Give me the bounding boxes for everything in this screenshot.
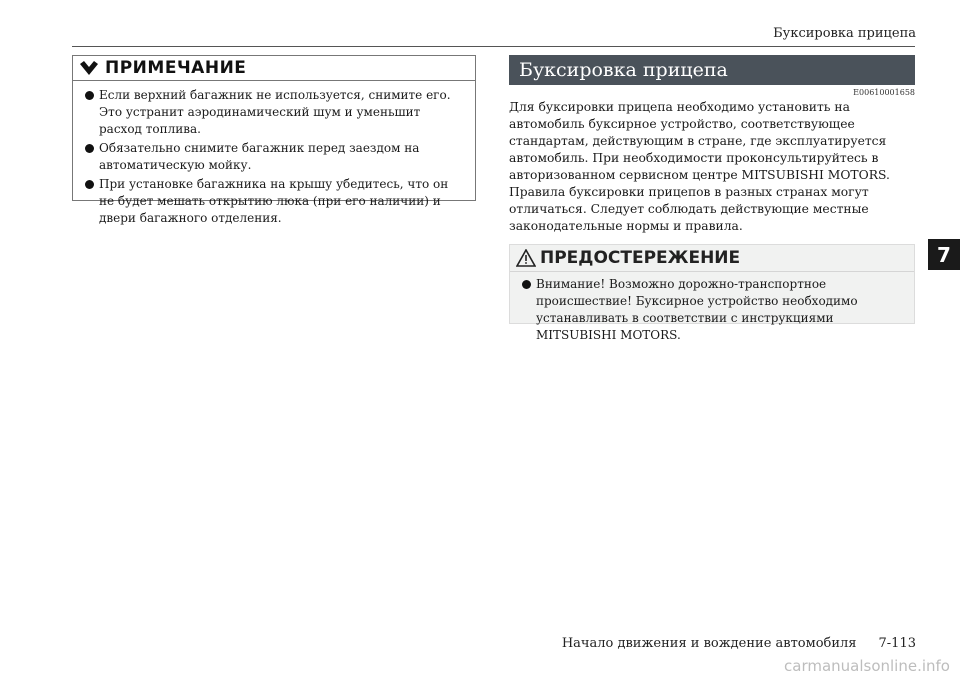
section-code: E00610001658: [853, 88, 915, 97]
note-item: [85, 176, 467, 227]
page-header-title: Буксировка прицепа: [773, 26, 916, 41]
note-box: [72, 55, 476, 225]
footer-section: Начало движения и вождение автомобиля: [561, 636, 857, 651]
watermark: carmanualsonline.info: [784, 657, 950, 675]
chapter-tab: 7: [928, 239, 960, 270]
bullet-icon: [85, 180, 94, 189]
note-item-text: Обязательно снимите багажник перед заездом на автоматическую мойку.: [99, 141, 420, 172]
section-body: [509, 99, 915, 235]
note-list: [73, 81, 475, 227]
body-paragraph: Для буксировки прицепа необходимо установить на автомобиль буксирное устройство, соответствующее стандартам, действующим в стране, где эксплуатируется автомобиль. При необходимости проконсультируйтесь в авторизованном сервисном центре MITSUBISHI MOTORS.: [509, 100, 890, 182]
page-footer: [562, 636, 916, 651]
warning-item-text: Внимание! Возможно дорожно-транспортное происшествие! Буксирное устройство необходимо устанавливать в соответствии с инструкциями MITSUBISHI MOTORS.: [536, 277, 858, 342]
note-header: [73, 56, 475, 81]
bullet-icon: [85, 144, 94, 153]
note-check-icon: [79, 60, 99, 76]
body-paragraph: Правила буксировки прицепов в разных странах могут отличаться. Следует соблюдать действующие местные законодательные нормы и правила.: [509, 185, 869, 233]
warning-list: [510, 272, 914, 344]
bullet-icon: [522, 280, 531, 289]
section-heading: Буксировка прицепа: [509, 55, 915, 85]
header-divider: [72, 46, 915, 47]
warning-box: [509, 244, 915, 342]
page-number: 7-113: [878, 636, 916, 651]
warning-triangle-icon: [516, 249, 536, 267]
warning-item: [522, 276, 906, 344]
note-item: [85, 87, 467, 138]
note-item: [85, 140, 467, 174]
bullet-icon: [85, 91, 94, 100]
note-title: ПРИМЕЧАНИЕ: [105, 58, 247, 78]
note-item-text: При установке багажника на крышу убедитесь, что он не будет мешать открытию люка (при его наличии) и двери багажного отделения.: [99, 177, 449, 225]
warning-header: [510, 245, 914, 272]
warning-title: ПРЕДОСТЕРЕЖЕНИЕ: [540, 248, 741, 268]
note-item-text: Если верхний багажник не используется, снимите его. Это устранит аэродинамический шум и уменьшит расход топлива.: [99, 88, 451, 136]
